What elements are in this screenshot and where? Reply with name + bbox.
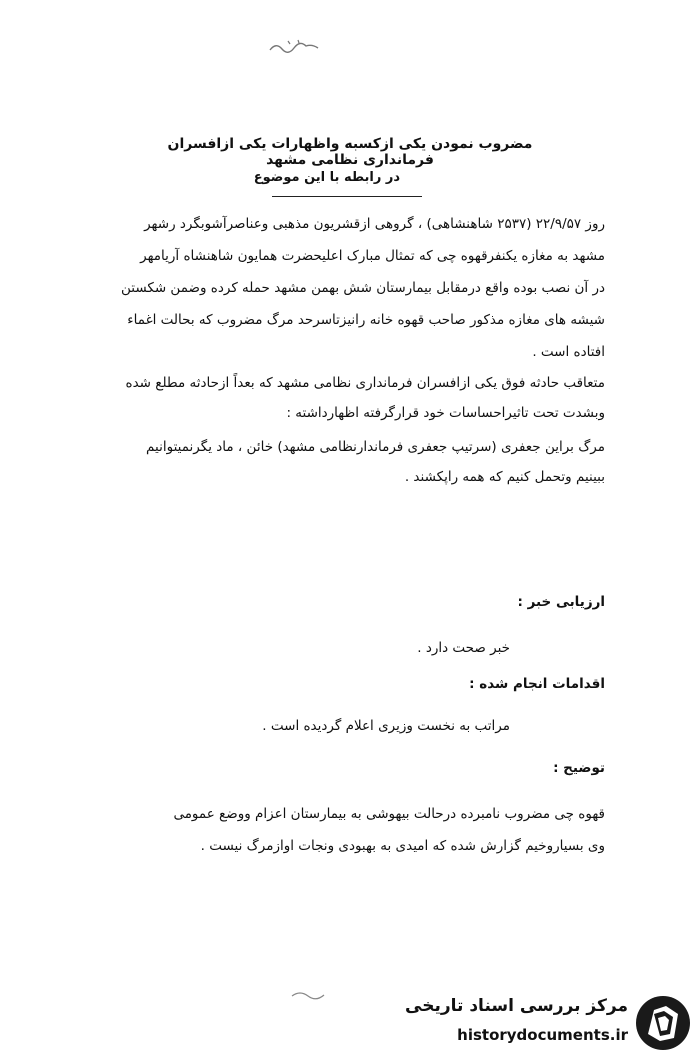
- report-line: روز ۲۲/۹/۵۷ (۲۵۳۷ شاهنشاهی) ، گروهی ازقشریون مذهبی وعناصرآشوبگرد رشهر: [144, 216, 605, 232]
- followup-line: وبشدت تحت تاثیراحساسات خود قرارگرفته اظهارداشته :: [286, 405, 605, 421]
- notes-paragraph: [20, 798, 605, 862]
- report-paragraph: [35, 208, 605, 368]
- followup-line: متعاقب حادثه فوق یکی ازافسران فرمانداری نظامی مشهد که بعداً ازحادثه مطلع شده: [125, 375, 605, 391]
- handwritten-mark: [268, 36, 320, 58]
- handwritten-mark-bottom: [290, 988, 330, 1002]
- document-title: مضروب نمودن یکی ازکسبه واظهارات یکی ازافسران فرمانداری نظامی مشهد: [167, 136, 533, 168]
- report-line: افتاده است .: [532, 344, 605, 360]
- notes-line: وی بسیاروخیم گزارش شده که امیدی به بهبودی ونجات اوازمرگ نیست .: [200, 838, 605, 854]
- report-line: در آن نصب بوده واقع درمقابل بیمارستان شش بهمن مشهد حمله کرده وضمن شکستن: [120, 280, 605, 296]
- evaluation-label: ارزیابی خبر :: [517, 594, 605, 610]
- actions-label: اقدامات انجام شده :: [469, 676, 605, 692]
- watermark-title: مرکز بررسی اسناد تاریخی: [405, 996, 628, 1016]
- notes-line: قهوه چی مضروب نامبرده درحالت بیهوشی به بیمارستان اعزام ووضع عمومی: [173, 806, 605, 822]
- notes-label: توضیح :: [553, 760, 605, 776]
- actions-value: مراتب به نخست وزیری اعلام گردیده است .: [262, 718, 510, 734]
- report-line: مشهد به مغازه یکنفرقهوه چی که تمثال مبارک اعلیحضرت همایون شاهنشاه آریامهر: [140, 248, 605, 264]
- document-subtitle: در رابطه با این موضوع: [253, 170, 400, 185]
- quote-line: ببینیم وتحمل کنیم که همه راپکشند .: [404, 469, 605, 485]
- quote-line: مرگ براین جعفری (سرتیپ جعفری فرماندارنظامی مشهد) خائن ، ماد یگرنمیتوانیم: [146, 439, 605, 455]
- archive-emblem-icon: [634, 994, 692, 1052]
- watermark-url: historydocuments.ir: [457, 1026, 628, 1044]
- title-underline: [272, 196, 422, 197]
- watermark-logo: [402, 990, 692, 1054]
- followup-paragraph: [35, 368, 605, 428]
- quote-paragraph: [35, 432, 605, 492]
- report-line: شیشه های مغازه مذکور صاحب قهوه خانه رانیزتاسرحد مرگ مضروب که بحالت اغماء: [127, 312, 605, 328]
- evaluation-value: خبر صحت دارد .: [417, 640, 510, 656]
